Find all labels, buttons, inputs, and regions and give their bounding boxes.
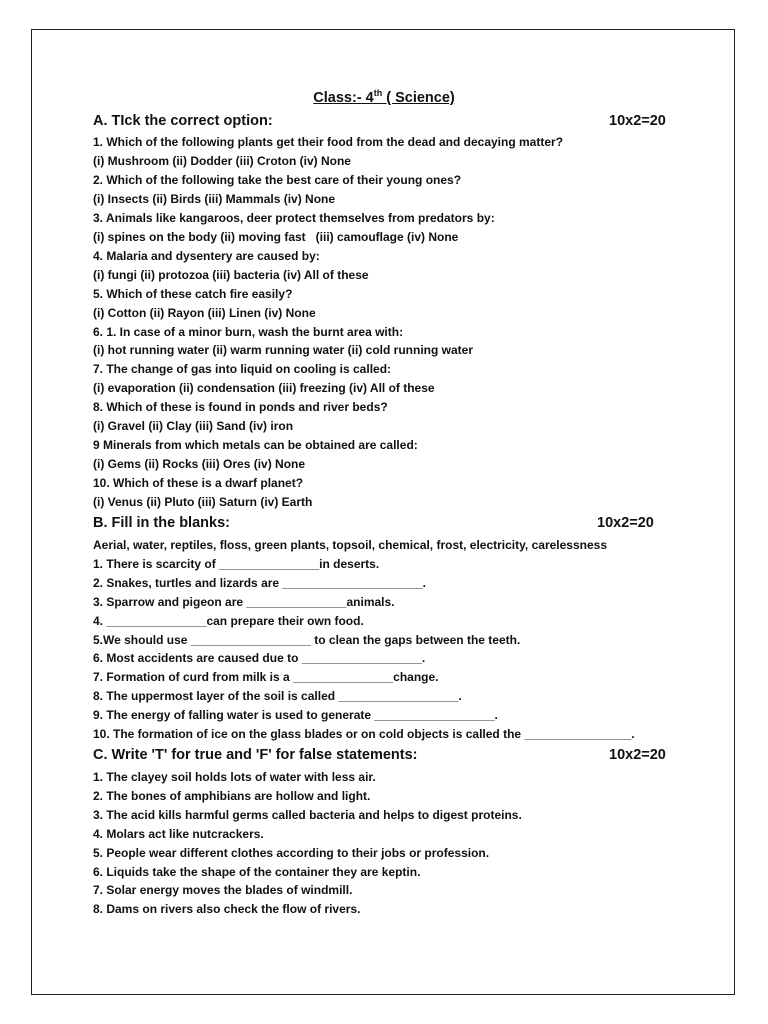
section-b-question-line: 6. Most accidents are caused due to __________________.	[93, 651, 426, 666]
section-c-statement-line: 4. Molars act like nutcrackers.	[93, 826, 264, 841]
section-b-question-line: 5.We should use __________________ to clean the gaps between the teeth.	[93, 632, 521, 647]
title-subject: ( Science)	[382, 89, 455, 106]
section-a-question-line: 2. Which of the following take the best care of their young ones?	[93, 172, 462, 187]
section-a-marks: 10x2=20	[609, 113, 666, 129]
section-a-question-line: 5. Which of these catch fire easily?	[93, 286, 293, 301]
section-a-question-line: (i) Insects (ii) Birds (iii) Mammals (iv) None	[93, 191, 336, 206]
section-b-question-line: 4. _______________can prepare their own food.	[93, 613, 364, 628]
page-title	[0, 88, 768, 106]
section-c-statement-line: 2. The bones of amphibians are hollow and light.	[93, 788, 371, 803]
section-a-question-line: (i) Mushroom (ii) Dodder (iii) Croton (iv) None	[93, 153, 351, 168]
section-a-question-line: (i) hot running water (ii) warm running water (ii) cold running water	[93, 343, 473, 358]
section-a-question-line: 6. 1. In case of a minor burn, wash the burnt area with:	[93, 324, 404, 339]
section-a-question-line: 9 Minerals from which metals can be obtained are called:	[93, 438, 418, 453]
section-c-statement-line: 8. Dams on rivers also check the flow of rivers.	[93, 902, 361, 917]
section-c-heading: C. Write 'T' for true and 'F' for false statements:	[93, 747, 418, 763]
section-c-statement-line: 5. People wear different clothes according to their jobs or profession.	[93, 845, 490, 860]
title-superscript: th	[373, 88, 383, 98]
section-a-question-line: 7. The change of gas into liquid on cooling is called:	[93, 362, 392, 377]
section-b-question-line: 7. Formation of curd from milk is a _______________change.	[93, 670, 439, 685]
section-a-question-line: (i) spines on the body (ii) moving fast (iii) camouflage (iv) None	[93, 229, 459, 244]
section-a-question-line: 10. Which of these is a dwarf planet?	[93, 476, 304, 491]
section-a-question-line: (i) evaporation (ii) condensation (iii) freezing (iv) All of these	[93, 381, 435, 396]
section-c-statement-line: 7. Solar energy moves the blades of windmill.	[93, 883, 353, 898]
section-a-question-line: (i) fungi (ii) protozoa (iii) bacteria (iv) All of these	[93, 267, 369, 282]
section-b-question-line: 2. Snakes, turtles and lizards are _____________________.	[93, 575, 426, 590]
section-a-question-line: 4. Malaria and dysentery are caused by:	[93, 248, 320, 263]
section-c-statement-line: 1. The clayey soil holds lots of water with less air.	[93, 770, 376, 784]
section-a-question-line: 1. Which of the following plants get their food from the dead and decaying matter?	[93, 135, 564, 149]
section-b-question-line: 9. The energy of falling water is used to generate __________________.	[93, 708, 498, 723]
section-b-heading: B. Fill in the blanks:	[93, 515, 230, 531]
section-a-question-line: (i) Gravel (ii) Clay (iii) Sand (iv) iron	[93, 419, 294, 434]
section-a-heading: A. TIck the correct option:	[93, 113, 273, 129]
section-b-question-line: 10. The formation of ice on the glass blades or on cold objects is called the ________________.	[93, 727, 635, 741]
section-b-question-line: 3. Sparrow and pigeon are _______________animals.	[93, 594, 395, 609]
section-a-question-line: (i) Gems (ii) Rocks (iii) Ores (iv) None	[93, 457, 306, 472]
section-a-question-line: (i) Venus (ii) Pluto (iii) Saturn (iv) Earth	[93, 495, 313, 510]
section-b-question-line: 8. The uppermost layer of the soil is called __________________.	[93, 689, 462, 704]
section-c-statement-line: 3. The acid kills harmful germs called bacteria and helps to digest proteins.	[93, 807, 522, 822]
section-b-marks: 10x2=20	[597, 515, 654, 531]
section-c-statement-line: 6. Liquids take the shape of the container they are keptin.	[93, 864, 421, 879]
section-a-question-line: 8. Which of these is found in ponds and river beds?	[93, 400, 388, 415]
section-b-question-line: 1. There is scarcity of _______________in deserts.	[93, 556, 380, 571]
section-a-question-line: 3. Animals like kangaroos, deer protect themselves from predators by:	[93, 210, 495, 225]
title-class: Class:- 4	[313, 89, 374, 106]
section-a-question-line: (i) Cotton (ii) Rayon (iii) Linen (iv) None	[93, 305, 316, 320]
section-b-question-line: Aerial, water, reptiles, floss, green plants, topsoil, chemical, frost, electricity, carelessness	[93, 538, 607, 552]
section-c-marks: 10x2=20	[609, 747, 666, 763]
